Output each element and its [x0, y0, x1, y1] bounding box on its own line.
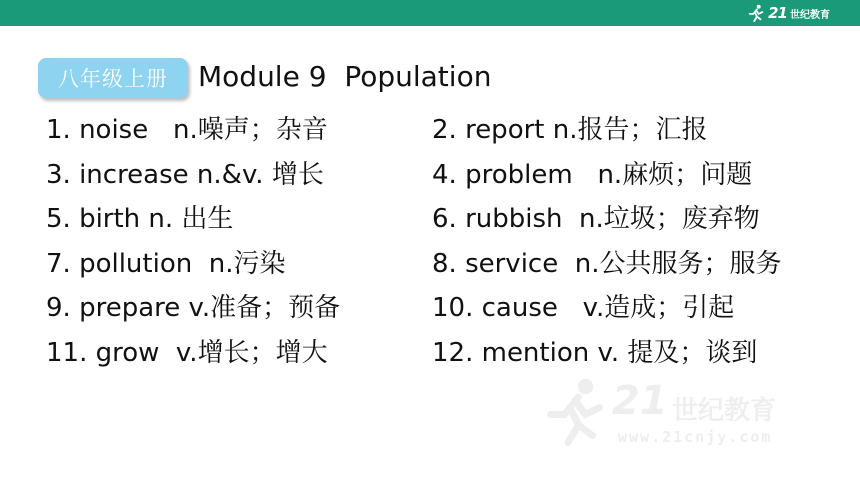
vocab-item: 3. increase n.&v. 增长	[46, 160, 324, 190]
watermark-number: 21	[612, 378, 668, 424]
vocab-item: 11. grow v.增长；增大	[46, 338, 328, 368]
vocab-item: 9. prepare v.准备；预备	[46, 293, 341, 323]
watermark	[540, 372, 830, 452]
vocab-item: 12. mention v. 提及；谈到	[432, 338, 758, 368]
logo-text: 世纪教育	[790, 9, 830, 21]
runner-icon	[747, 4, 765, 22]
watermark-text: 世纪教育	[672, 396, 777, 426]
logo-number: 21	[768, 4, 787, 22]
vocab-item: 10. cause v.造成；引起	[432, 293, 735, 323]
vocab-item: 1. noise n.噪声；杂音	[46, 115, 328, 145]
header-bar	[0, 0, 860, 26]
vocab-item: 4. problem n.麻烦；问题	[432, 160, 753, 190]
vocab-item: 8. service n.公共服务；服务	[432, 249, 782, 279]
site-logo	[747, 3, 830, 23]
watermark-url: www.21cnjy.com	[618, 428, 773, 446]
page-title: Module 9 Population	[198, 60, 492, 93]
vocab-item: 6. rubbish n.垃圾；废弃物	[432, 204, 760, 234]
runner-icon	[540, 376, 610, 446]
vocab-item: 2. report n.报告；汇报	[432, 115, 708, 145]
vocab-item: 5. birth n. 出生	[46, 204, 234, 234]
vocab-item: 7. pollution n.污染	[46, 249, 286, 279]
grade-badge: 八年级上册	[38, 58, 188, 98]
